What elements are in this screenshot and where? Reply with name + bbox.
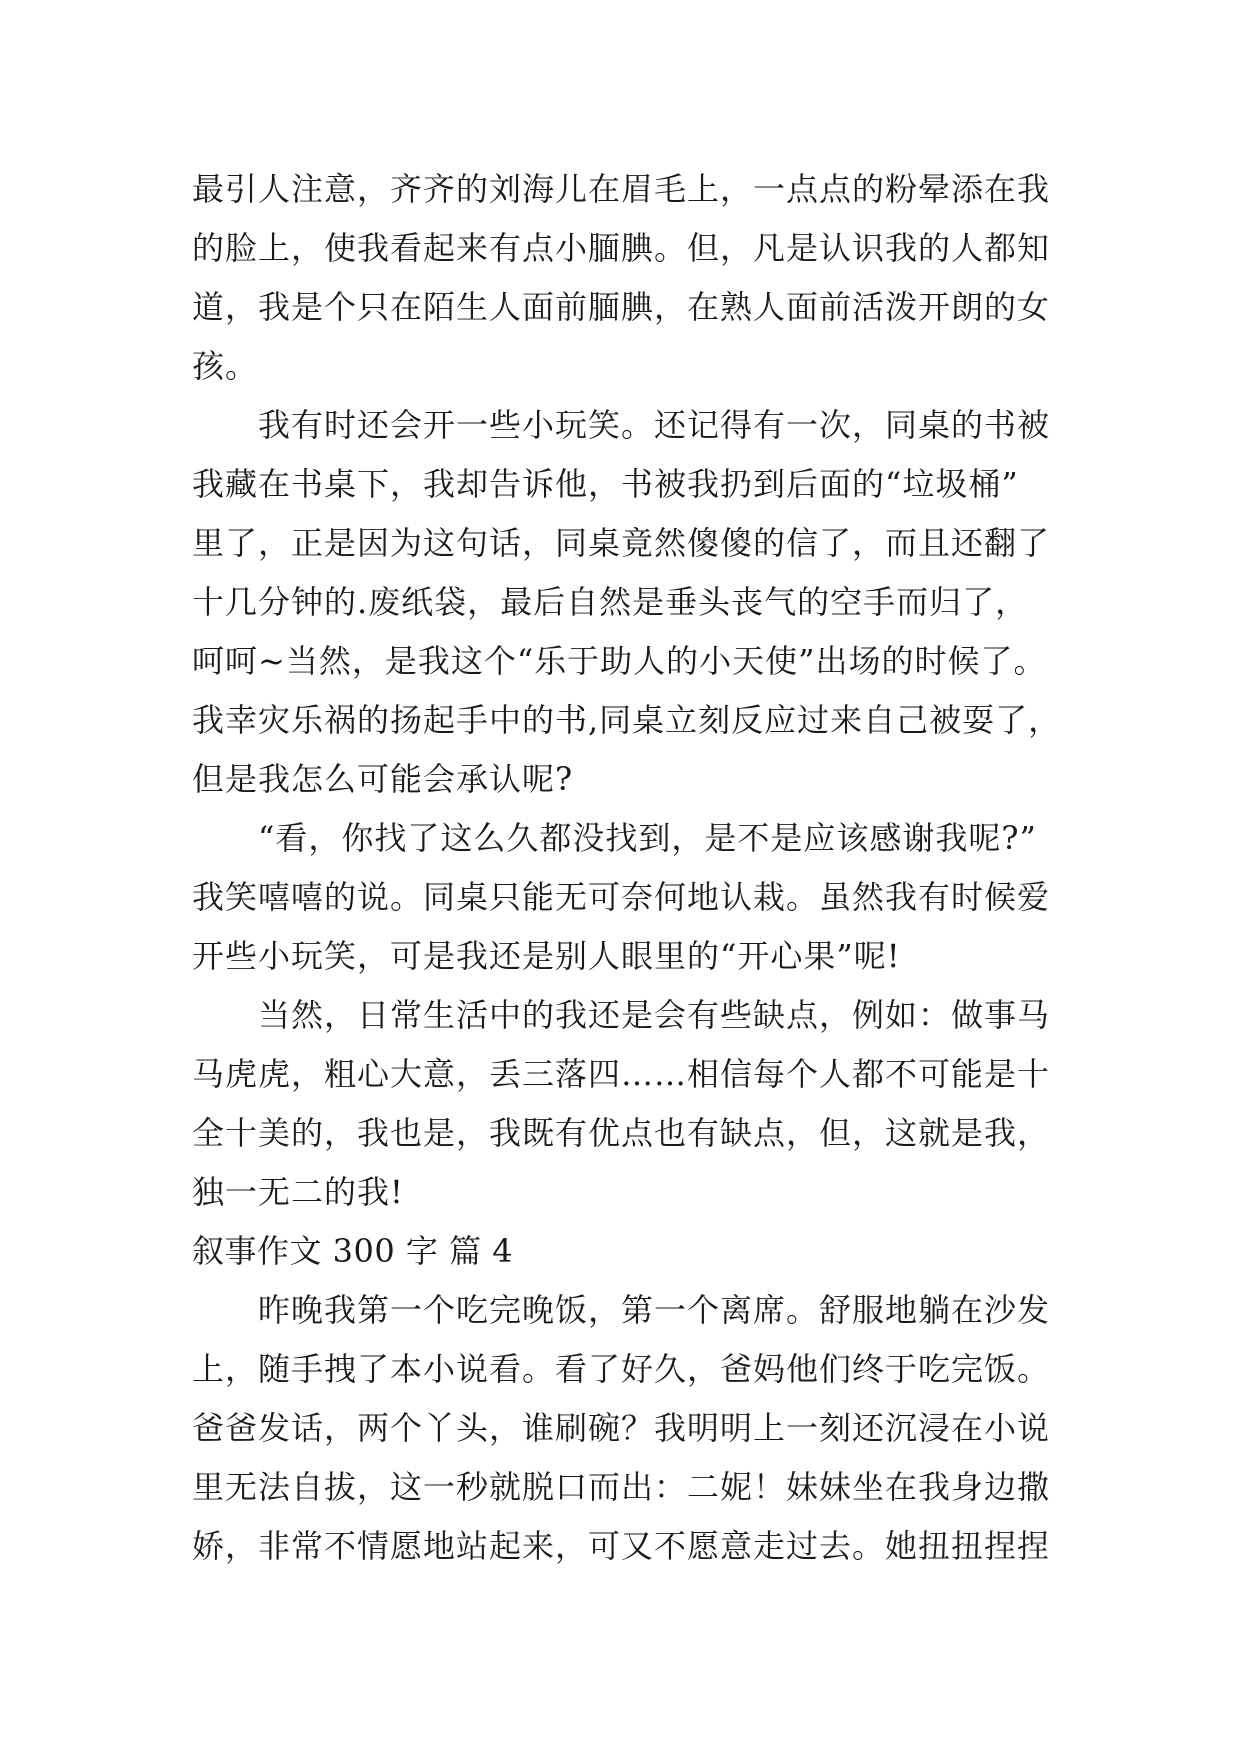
text-line: 娇，非常不情愿地站起来，可又不愿意走过去。她扭扭捏捏 xyxy=(192,1527,1051,1565)
text-line: 道，我是个只在陌生人面前腼腆，在熟人面前活泼开朗的女 xyxy=(192,288,1051,326)
document-body xyxy=(192,160,1072,1576)
text-line: 马虎虎，粗心大意，丢三落四……相信每个人都不可能是十 xyxy=(192,1055,1051,1093)
text-line: 当然，日常生活中的我还是会有些缺点，例如：做事马 xyxy=(258,996,1051,1034)
paragraph-5 xyxy=(192,1281,1072,1576)
text-line: 但是我怎么可能会承认呢? xyxy=(192,760,574,798)
section-heading: 叙事作文 300 字 篇 4 xyxy=(192,1232,514,1270)
text-line: 全十美的，我也是，我既有优点也有缺点，但，这就是我， xyxy=(192,1114,1051,1152)
text-line: “看，你找了这么久都没找到，是不是应该感谢我呢?” xyxy=(258,819,1037,857)
text-line: 开些小玩笑，可是我还是别人眼里的“开心果”呢! xyxy=(192,937,901,975)
text-line: 孩。 xyxy=(192,347,259,385)
text-line: 我笑嘻嘻的说。同桌只能无可奈何地认栽。虽然我有时候爱 xyxy=(192,878,1051,916)
text-line: 我有时还会开一些小玩笑。还记得有一次，同桌的书被 xyxy=(258,406,1051,444)
text-line: 我藏在书桌下，我却告诉他，书被我扔到后面的“垃圾桶” xyxy=(192,465,1019,503)
paragraph-2 xyxy=(192,396,1072,809)
paragraph-4 xyxy=(192,986,1072,1222)
text-line: 我幸灾乐祸的扬起手中的书,同桌立刻反应过来自己被耍了， xyxy=(192,701,1062,739)
text-line: 独一无二的我! xyxy=(192,1173,404,1211)
text-line: 里了，正是因为这句话，同桌竟然傻傻的信了，而且还翻了 xyxy=(192,524,1051,562)
text-line: 爸爸发话，两个丫头，谁刷碗？我明明上一刻还沉浸在小说 xyxy=(192,1409,1051,1447)
text-line: 里无法自拔，这一秒就脱口而出：二妮！妹妹坐在我身边撒 xyxy=(192,1468,1051,1506)
paragraph-1 xyxy=(192,160,1072,396)
text-line: 十几分钟的.废纸袋，最后自然是垂头丧气的空手而归了， xyxy=(192,583,1029,621)
paragraph-3 xyxy=(192,809,1072,986)
text-line: 昨晚我第一个吃完晚饭，第一个离席。舒服地躺在沙发 xyxy=(258,1291,1051,1329)
text-line: 最引人注意，齐齐的刘海儿在眉毛上，一点点的粉晕添在我 xyxy=(192,170,1051,208)
text-line: 的脸上，使我看起来有点小腼腆。但，凡是认识我的人都知 xyxy=(192,229,1051,267)
text-line: 上，随手拽了本小说看。看了好久，爸妈他们终于吃完饭。 xyxy=(192,1350,1051,1388)
text-line: 呵呵~当然，是我这个“乐于助人的小天使”出场的时候了。 xyxy=(192,642,1047,680)
